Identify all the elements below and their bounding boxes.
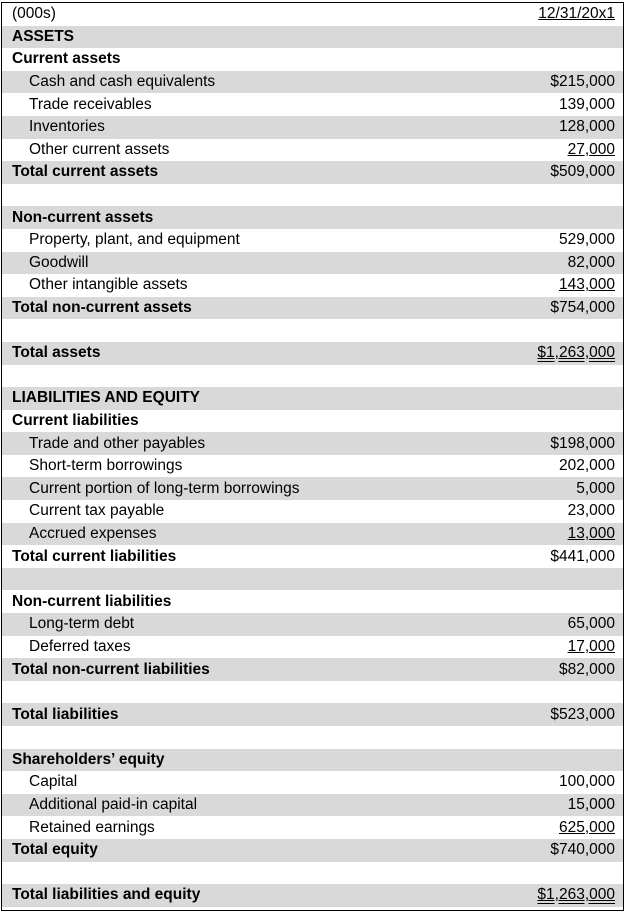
row-label: Total non-current assets: [12, 299, 192, 317]
subsection-row: [2, 749, 623, 772]
header-row: [2, 3, 623, 26]
item-row: [2, 794, 623, 817]
total-row: [2, 703, 623, 726]
total-row: [2, 884, 623, 907]
row-value: 128,000: [558, 118, 615, 136]
row-label: Trade receivables: [29, 95, 152, 113]
row-label: Total liabilities and equity: [12, 886, 201, 904]
row-label: Other intangible assets: [29, 276, 188, 294]
row-value: 139,000: [558, 95, 615, 113]
row-value: 17,000: [567, 637, 615, 655]
row-label: Total liabilities: [12, 705, 119, 723]
row-label: Cash and cash equivalents: [29, 73, 216, 91]
row-label: Accrued expenses: [29, 524, 157, 542]
item-row: [2, 93, 623, 116]
row-value: 82,000: [567, 253, 615, 271]
units-label: (000s): [12, 5, 56, 23]
subsection-row: [2, 410, 623, 433]
row-label: Deferred taxes: [29, 637, 131, 655]
item-row: [2, 613, 623, 636]
blank-row: [2, 862, 623, 885]
row-value: $441,000: [550, 547, 615, 565]
item-row: [2, 500, 623, 523]
item-row: [2, 455, 623, 478]
row-value: 13,000: [567, 524, 615, 542]
row-label: Current tax payable: [29, 502, 165, 520]
section-row: [2, 387, 623, 410]
row-value: 65,000: [567, 615, 615, 633]
subsection-row: [2, 48, 623, 71]
row-label: Current assets: [12, 50, 121, 68]
row-value: $754,000: [550, 299, 615, 317]
item-row: [2, 771, 623, 794]
row-label: Total current liabilities: [12, 547, 177, 565]
row-label: Additional paid-in capital: [29, 796, 198, 814]
item-row: [2, 139, 623, 162]
row-value: 143,000: [558, 276, 615, 294]
blank-row: [2, 568, 623, 591]
row-label: Total non-current liabilities: [12, 660, 210, 678]
row-value: 5,000: [576, 479, 615, 497]
blank-row: [2, 681, 623, 704]
balance-sheet-rows: [2, 26, 623, 907]
item-row: [2, 636, 623, 659]
section-row: [2, 26, 623, 49]
row-label: Non-current liabilities: [12, 592, 172, 610]
total-row: [2, 658, 623, 681]
row-label: Shareholders’ equity: [12, 750, 165, 768]
blank-row: [2, 365, 623, 388]
row-value: 100,000: [558, 773, 615, 791]
row-label: Long-term debt: [29, 615, 135, 633]
row-label: Inventories: [29, 118, 105, 136]
row-label: Total current assets: [12, 163, 159, 181]
row-label: Capital: [29, 773, 78, 791]
row-label: Property, plant, and equipment: [29, 231, 240, 249]
row-value: $740,000: [550, 841, 615, 859]
item-row: [2, 477, 623, 500]
row-value: $82,000: [558, 660, 615, 678]
item-row: [2, 432, 623, 455]
row-label: ASSETS: [12, 27, 75, 45]
row-label: Short-term borrowings: [29, 457, 183, 475]
subsection-row: [2, 206, 623, 229]
row-label: Trade and other payables: [29, 434, 206, 452]
row-label: Other current assets: [29, 140, 170, 158]
item-row: [2, 816, 623, 839]
row-label: Retained earnings: [29, 818, 155, 836]
row-value: $1,263,000: [537, 344, 615, 362]
row-value: 529,000: [558, 231, 615, 249]
row-label: Current portion of long-term borrowings: [29, 479, 300, 497]
row-label: Total equity: [12, 841, 98, 859]
total-row: [2, 342, 623, 365]
row-label: Goodwill: [29, 253, 89, 271]
row-value: $523,000: [550, 705, 615, 723]
blank-row: [2, 184, 623, 207]
total-row: [2, 545, 623, 568]
blank-row: [2, 726, 623, 749]
total-row: [2, 161, 623, 184]
item-row: [2, 523, 623, 546]
row-value: 15,000: [567, 796, 615, 814]
row-value: 202,000: [558, 457, 615, 475]
total-row: [2, 839, 623, 862]
row-value: 27,000: [567, 140, 615, 158]
blank-row: [2, 319, 623, 342]
row-label: Non-current assets: [12, 208, 154, 226]
item-row: [2, 274, 623, 297]
item-row: [2, 71, 623, 94]
row-value: 23,000: [567, 502, 615, 520]
row-label: Total assets: [12, 344, 101, 362]
total-row: [2, 297, 623, 320]
item-row: [2, 252, 623, 275]
row-label: Current liabilities: [12, 411, 139, 429]
row-value: $215,000: [550, 73, 615, 91]
date-header: 12/31/20x1: [538, 5, 615, 23]
row-label: LIABILITIES AND EQUITY: [12, 389, 201, 407]
subsection-row: [2, 590, 623, 613]
balance-sheet: [1, 2, 624, 911]
row-value: $509,000: [550, 163, 615, 181]
row-value: $198,000: [550, 434, 615, 452]
item-row: [2, 116, 623, 139]
row-value: $1,263,000: [537, 886, 615, 904]
row-value: 625,000: [558, 818, 615, 836]
item-row: [2, 229, 623, 252]
